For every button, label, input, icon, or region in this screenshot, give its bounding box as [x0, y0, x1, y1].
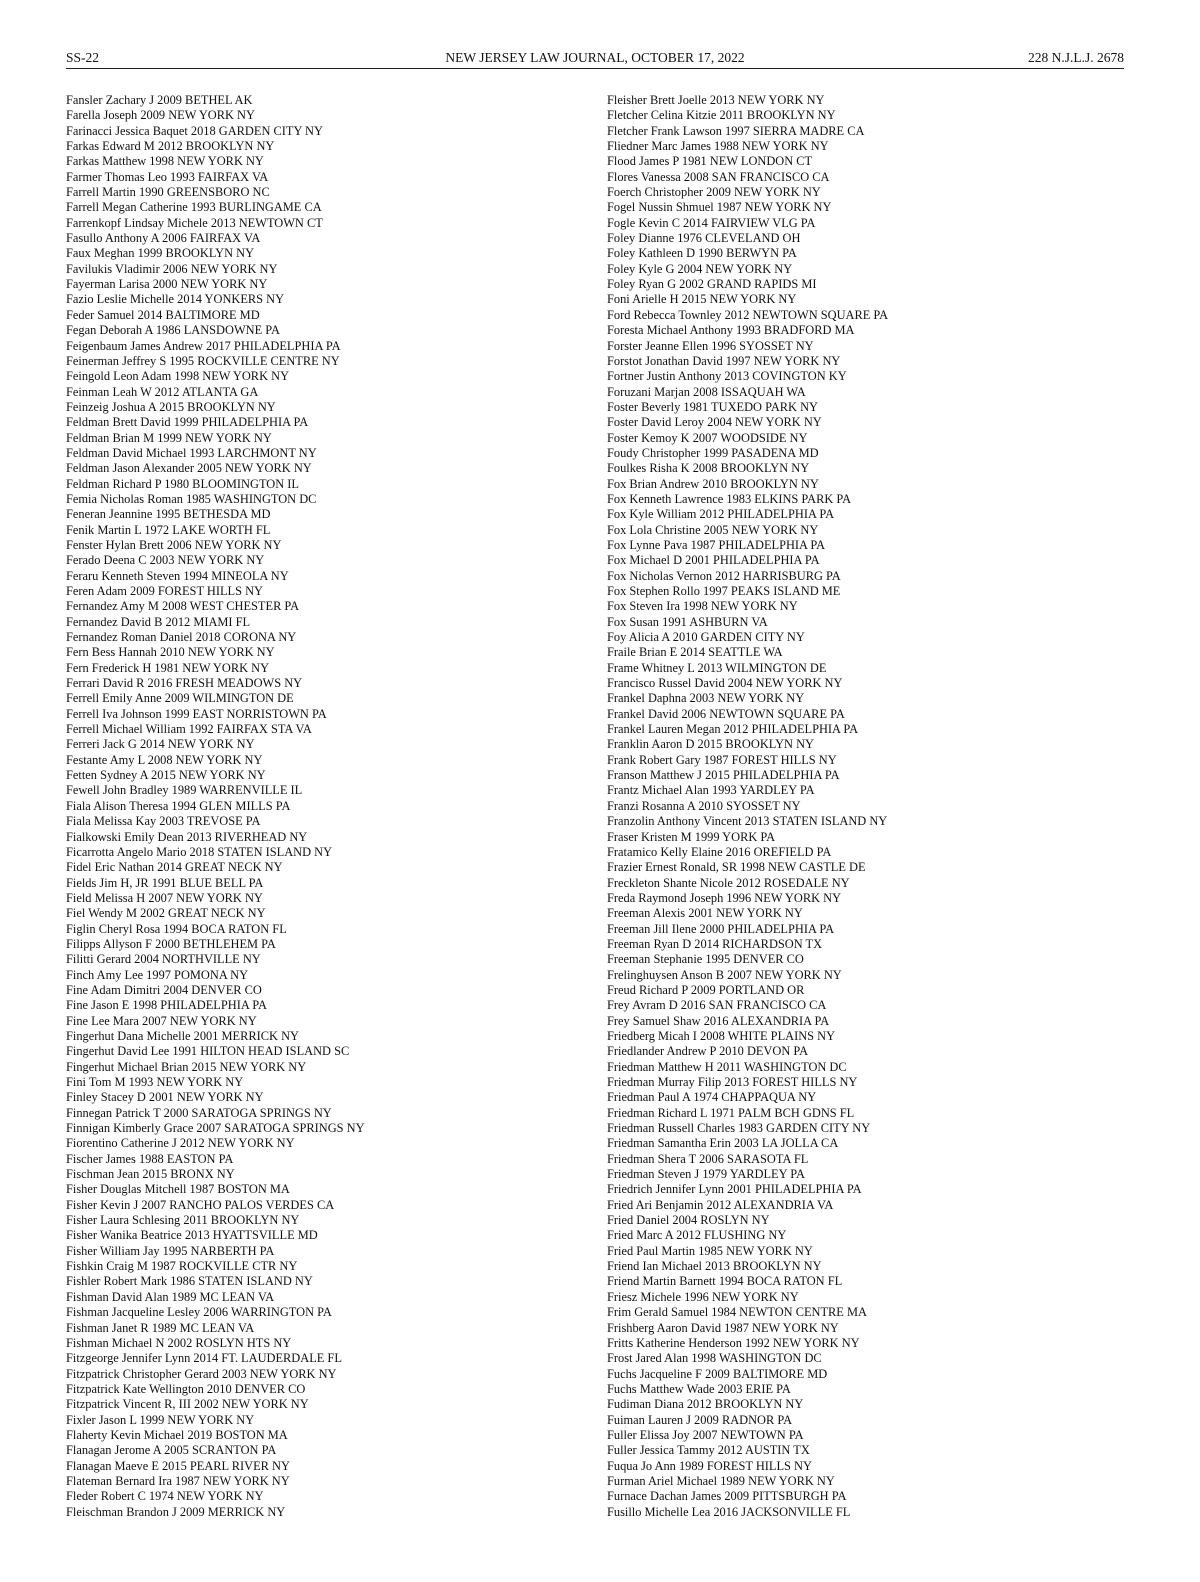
list-item: Francisco Russel David 2004 NEW YORK NY	[607, 676, 843, 691]
list-item: Fisher Laura Schlesing 2011 BROOKLYN NY	[66, 1213, 300, 1228]
list-item: Filitti Gerard 2004 NORTHVILLE NY	[66, 952, 261, 967]
list-item: Frank Robert Gary 1987 FOREST HILLS NY	[607, 752, 837, 767]
list-item: Fried Ari Benjamin 2012 ALEXANDRIA VA	[607, 1197, 834, 1212]
list-item: Fraser Kristen M 1999 YORK PA	[607, 829, 776, 844]
list-item: Fisher Wanika Beatrice 2013 HYATTSVILLE MD	[66, 1228, 318, 1243]
list-item: Frishberg Aaron David 1987 NEW YORK NY	[607, 1320, 839, 1335]
list-item: Feneran Jeannine 1995 BETHESDA MD	[66, 507, 271, 522]
list-item: Fingerhut David Lee 1991 HILTON HEAD ISLAND SC	[66, 1044, 350, 1059]
list-item: Friedberg Micah I 2008 WHITE PLAINS NY	[607, 1028, 836, 1043]
list-item: Farkas Matthew 1998 NEW YORK NY	[66, 154, 264, 169]
list-item: Friedman Steven J 1979 YARDLEY PA	[607, 1167, 805, 1182]
list-item: Fine Lee Mara 2007 NEW YORK NY	[66, 1013, 257, 1028]
list-item: Fliedner Marc James 1988 NEW YORK NY	[607, 139, 829, 154]
page-number: SS-22	[66, 50, 100, 65]
list-item: Foudy Christopher 1999 PASADENA MD	[607, 445, 819, 460]
list-item: Friedman Shera T 2006 SARASOTA FL	[607, 1151, 809, 1166]
list-item: Fitzpatrick Kate Wellington 2010 DENVER CO	[66, 1381, 306, 1396]
page-header	[66, 50, 1124, 69]
list-item: Freda Raymond Joseph 1996 NEW YORK NY	[607, 890, 842, 905]
list-item: Frim Gerald Samuel 1984 NEWTON CENTRE MA	[607, 1305, 867, 1320]
list-item: Fewell John Bradley 1989 WARRENVILLE IL	[66, 783, 303, 798]
list-item: Fusillo Michelle Lea 2016 JACKSONVILLE FL	[607, 1504, 851, 1519]
list-item: Fidel Eric Nathan 2014 GREAT NECK NY	[66, 860, 283, 875]
list-item: Foster Beverly 1981 TUXEDO PARK NY	[607, 399, 818, 414]
list-item: Foresta Michael Anthony 1993 BRADFORD MA	[607, 323, 855, 338]
list-item: Farinacci Jessica Baquet 2018 GARDEN CITY NY	[66, 123, 323, 138]
list-item: Furnace Dachan James 2009 PITTSBURGH PA	[607, 1489, 847, 1504]
list-item: Frame Whitney L 2013 WILMINGTON DE	[607, 660, 827, 675]
list-item: Franklin Aaron D 2015 BROOKLYN NY	[607, 737, 814, 752]
list-item: Feldman Richard P 1980 BLOOMINGTON IL	[66, 476, 299, 491]
list-item: Fishman Michael N 2002 ROSLYN HTS NY	[66, 1335, 292, 1350]
list-item: Feder Samuel 2014 BALTIMORE MD	[66, 307, 260, 322]
list-item: Foley Kyle G 2004 NEW YORK NY	[607, 261, 793, 276]
list-item: Fischer James 1988 EASTON PA	[66, 1151, 234, 1166]
list-item: Fitzpatrick Christopher Gerard 2003 NEW YORK NY	[66, 1366, 337, 1381]
list-item: Ferado Deena C 2003 NEW YORK NY	[66, 553, 265, 568]
list-item: Filipps Allyson F 2000 BETHLEHEM PA	[66, 936, 276, 951]
list-item: Fine Jason E 1998 PHILADELPHIA PA	[66, 998, 267, 1013]
list-item: Frost Jared Alan 1998 WASHINGTON DC	[607, 1351, 822, 1366]
list-item: Freeman Alexis 2001 NEW YORK NY	[607, 906, 803, 921]
list-item: Fern Bess Hannah 2010 NEW YORK NY	[66, 645, 275, 660]
list-item: Fegan Deborah A 1986 LANSDOWNE PA	[66, 323, 280, 338]
list-item: Fuller Jessica Tammy 2012 AUSTIN TX	[607, 1443, 810, 1458]
list-item: Fraile Brian E 2014 SEATTLE WA	[607, 645, 783, 660]
list-item: Fayerman Larisa 2000 NEW YORK NY	[66, 277, 268, 292]
list-item: Fletcher Frank Lawson 1997 SIERRA MADRE CA	[607, 123, 865, 138]
list-item: Fishkin Craig M 1987 ROCKVILLE CTR NY	[66, 1259, 298, 1274]
list-item: Frankel Lauren Megan 2012 PHILADELPHIA PA	[607, 722, 859, 737]
list-item: Feingold Leon Adam 1998 NEW YORK NY	[66, 369, 290, 384]
list-item: Feldman Brett David 1999 PHILADELPHIA PA	[66, 415, 309, 430]
list-item: Fasullo Anthony A 2006 FAIRFAX VA	[66, 231, 261, 246]
list-item: Fialkowski Emily Dean 2013 RIVERHEAD NY	[66, 829, 308, 844]
list-item: Fingerhut Dana Michelle 2001 MERRICK NY	[66, 1028, 299, 1043]
list-item: Freeman Ryan D 2014 RICHARDSON TX	[607, 936, 823, 951]
list-item: Forster Jeanne Ellen 1996 SYOSSET NY	[607, 338, 814, 353]
list-item: Fenik Martin L 1972 LAKE WORTH FL	[66, 522, 271, 537]
list-item: Fishman Jacqueline Lesley 2006 WARRINGTON PA	[66, 1305, 332, 1320]
list-item: Fox Brian Andrew 2010 BROOKLYN NY	[607, 476, 819, 491]
list-item: Friedrich Jennifer Lynn 2001 PHILADELPHIA PA	[607, 1182, 862, 1197]
list-item: Fetten Sydney A 2015 NEW YORK NY	[66, 768, 266, 783]
list-item: Foerch Christopher 2009 NEW YORK NY	[607, 185, 821, 200]
list-item: Ferrell Iva Johnson 1999 EAST NORRISTOWN PA	[66, 706, 327, 721]
list-item: Farrenkopf Lindsay Michele 2013 NEWTOWN CT	[66, 215, 323, 230]
list-item: Flanagan Jerome A 2005 SCRANTON PA	[66, 1443, 277, 1458]
list-item: Fisher Douglas Mitchell 1987 BOSTON MA	[66, 1182, 290, 1197]
list-item: Foster David Leroy 2004 NEW YORK NY	[607, 415, 822, 430]
list-item: Feinman Leah W 2012 ATLANTA GA	[66, 384, 259, 399]
list-item: Feinzeig Joshua A 2015 BROOKLYN NY	[66, 399, 276, 414]
list-item: Fried Daniel 2004 ROSLYN NY	[607, 1213, 770, 1228]
list-item: Franson Matthew J 2015 PHILADELPHIA PA	[607, 768, 840, 783]
list-item: Foley Ryan G 2002 GRAND RAPIDS MI	[607, 277, 817, 292]
list-item: Fitzgeorge Jennifer Lynn 2014 FT. LAUDERDALE FL	[66, 1351, 342, 1366]
list-item: Foley Dianne 1976 CLEVELAND OH	[607, 231, 801, 246]
list-item: Friesz Michele 1996 NEW YORK NY	[607, 1289, 799, 1304]
list-item: Ferreri Jack G 2014 NEW YORK NY	[66, 737, 255, 752]
list-item: Fleischman Brandon J 2009 MERRICK NY	[66, 1504, 286, 1519]
list-item: Frelinghuysen Anson B 2007 NEW YORK NY	[607, 967, 842, 982]
list-item: Foni Arielle H 2015 NEW YORK NY	[607, 292, 797, 307]
list-item: Frankel Daphna 2003 NEW YORK NY	[607, 691, 805, 706]
list-item: Flanagan Maeve E 2015 PEARL RIVER NY	[66, 1458, 290, 1473]
list-item: Fiel Wendy M 2002 GREAT NECK NY	[66, 906, 266, 921]
list-item: Fried Paul Martin 1985 NEW YORK NY	[607, 1243, 813, 1258]
list-item: Finley Stacey D 2001 NEW YORK NY	[66, 1090, 264, 1105]
list-item: Ferrell Emily Anne 2009 WILMINGTON DE	[66, 691, 294, 706]
list-item: Festante Amy L 2008 NEW YORK NY	[66, 752, 263, 767]
list-item: Friend Ian Michael 2013 BROOKLYN NY	[607, 1259, 822, 1274]
list-item: Fisher Kevin J 2007 RANCHO PALOS VERDES CA	[66, 1197, 335, 1212]
left-column	[66, 93, 586, 1520]
list-item: Furman Ariel Michael 1989 NEW YORK NY	[607, 1473, 835, 1488]
list-item: Feraru Kenneth Steven 1994 MINEOLA NY	[66, 568, 289, 583]
list-item: Fishman David Alan 1989 MC LEAN VA	[66, 1289, 275, 1304]
list-item: Fitzpatrick Vincent R, III 2002 NEW YORK NY	[66, 1397, 309, 1412]
list-item: Fazio Leslie Michelle 2014 YONKERS NY	[66, 292, 285, 307]
list-item: Fox Lola Christine 2005 NEW YORK NY	[607, 522, 819, 537]
list-item: Fenster Hylan Brett 2006 NEW YORK NY	[66, 537, 282, 552]
list-item: Fritts Katherine Henderson 1992 NEW YORK NY	[607, 1335, 860, 1350]
list-item: Feldman Brian M 1999 NEW YORK NY	[66, 430, 272, 445]
list-item: Farella Joseph 2009 NEW YORK NY	[66, 108, 255, 123]
list-item: Friend Martin Barnett 1994 BOCA RATON FL	[607, 1274, 843, 1289]
list-item: Fleder Robert C 1974 NEW YORK NY	[66, 1489, 264, 1504]
list-item: Fischman Jean 2015 BRONX NY	[66, 1167, 235, 1182]
list-item: Faux Meghan 1999 BROOKLYN NY	[66, 246, 255, 261]
list-item: Fiorentino Catherine J 2012 NEW YORK NY	[66, 1136, 295, 1151]
list-item: Flaherty Kevin Michael 2019 BOSTON MA	[66, 1427, 288, 1442]
list-item: Fine Adam Dimitri 2004 DENVER CO	[66, 982, 262, 997]
list-item: Fansler Zachary J 2009 BETHEL AK	[66, 93, 253, 107]
list-item: Fox Stephen Rollo 1997 PEAKS ISLAND ME	[607, 584, 841, 598]
list-item: Fortner Justin Anthony 2013 COVINGTON KY	[607, 369, 847, 384]
list-item: Farrell Megan Catherine 1993 BURLINGAME CA	[66, 200, 322, 215]
list-item: Freeman Jill Ilene 2000 PHILADELPHIA PA	[607, 921, 835, 936]
list-item: Fishler Robert Mark 1986 STATEN ISLAND NY	[66, 1274, 313, 1289]
list-item: Feinerman Jeffrey S 1995 ROCKVILLE CENTRE NY	[66, 353, 340, 368]
list-item: Fields Jim H, JR 1991 BLUE BELL PA	[66, 875, 264, 890]
journal-title: NEW JERSEY LAW JOURNAL, OCTOBER 17, 2022	[445, 50, 745, 65]
list-item: Fox Kenneth Lawrence 1983 ELKINS PARK PA	[607, 491, 852, 506]
list-item: Fiala Alison Theresa 1994 GLEN MILLS PA	[66, 798, 291, 813]
list-item: Frey Avram D 2016 SAN FRANCISCO CA	[607, 998, 827, 1013]
list-item: Ferrari David R 2016 FRESH MEADOWS NY	[66, 676, 303, 691]
list-item: Frazier Ernest Ronald, SR 1998 NEW CASTLE DE	[607, 860, 866, 875]
citation: 228 N.J.L.J. 2678	[1027, 50, 1124, 65]
list-item: Fratamico Kelly Elaine 2016 OREFIELD PA	[607, 844, 832, 859]
list-item: Fernandez David B 2012 MIAMI FL	[66, 614, 251, 629]
list-item: Fox Susan 1991 ASHBURN VA	[607, 614, 768, 629]
list-item: Fixler Jason L 1999 NEW YORK NY	[66, 1412, 255, 1427]
list-item: Fudiman Diana 2012 BROOKLYN NY	[607, 1397, 804, 1412]
list-item: Fried Marc A 2012 FLUSHING NY	[607, 1228, 787, 1243]
list-item: Fogel Nussin Shmuel 1987 NEW YORK NY	[607, 200, 832, 215]
list-item: Ferrell Michael William 1992 FAIRFAX STA VA	[66, 722, 312, 737]
list-item: Friedman Richard L 1971 PALM BCH GDNS FL	[607, 1105, 855, 1120]
list-item: Finnegan Patrick T 2000 SARATOGA SPRINGS NY	[66, 1105, 332, 1120]
list-item: Foy Alicia A 2010 GARDEN CITY NY	[607, 630, 805, 645]
list-item: Flood James P 1981 NEW LONDON CT	[607, 154, 813, 169]
right-column	[607, 93, 1127, 1520]
list-item: Fleisher Brett Joelle 2013 NEW YORK NY	[607, 93, 825, 107]
list-item: Franzi Rosanna A 2010 SYOSSET NY	[607, 798, 801, 813]
list-item: Figlin Cheryl Rosa 1994 BOCA RATON FL	[66, 921, 287, 936]
list-item: Fletcher Celina Kitzie 2011 BROOKLYN NY	[607, 108, 836, 123]
list-item: Farkas Edward M 2012 BROOKLYN NY	[66, 139, 275, 154]
list-item: Franzolin Anthony Vincent 2013 STATEN ISLAND NY	[607, 814, 888, 829]
list-item: Friedman Samantha Erin 2003 LA JOLLA CA	[607, 1136, 839, 1151]
list-item: Fuchs Jacqueline F 2009 BALTIMORE MD	[607, 1366, 828, 1381]
list-item: Friedman Russell Charles 1983 GARDEN CITY NY	[607, 1121, 871, 1136]
list-item: Foster Kemoy K 2007 WOODSIDE NY	[607, 430, 808, 445]
list-item: Frantz Michael Alan 1993 YARDLEY PA	[607, 783, 815, 798]
list-item: Fishman Janet R 1989 MC LEAN VA	[66, 1320, 255, 1335]
list-item: Fox Kyle William 2012 PHILADELPHIA PA	[607, 507, 835, 522]
list-item: Fox Michael D 2001 PHILADELPHIA PA	[607, 553, 820, 568]
list-item: Fuqua Jo Ann 1989 FOREST HILLS NY	[607, 1458, 812, 1473]
list-item: Fox Nicholas Vernon 2012 HARRISBURG PA	[607, 568, 841, 583]
list-item: Friedman Murray Filip 2013 FOREST HILLS NY	[607, 1075, 858, 1089]
list-item: Fernandez Amy M 2008 WEST CHESTER PA	[66, 599, 300, 614]
list-item: Fuchs Matthew Wade 2003 ERIE PA	[607, 1381, 791, 1396]
list-item: Feldman David Michael 1993 LARCHMONT NY	[66, 445, 317, 460]
list-item: Flateman Bernard Ira 1987 NEW YORK NY	[66, 1473, 290, 1488]
list-item: Femia Nicholas Roman 1985 WASHINGTON DC	[66, 491, 317, 506]
list-item: Farrell Martin 1990 GREENSBORO NC	[66, 185, 270, 200]
list-item: Frey Samuel Shaw 2016 ALEXANDRIA PA	[607, 1013, 830, 1028]
list-item: Friedman Paul A 1974 CHAPPAQUA NY	[607, 1090, 817, 1105]
list-item: Feldman Jason Alexander 2005 NEW YORK NY	[66, 461, 312, 476]
list-item: Fernandez Roman Daniel 2018 CORONA NY	[66, 630, 297, 645]
list-item: Ford Rebecca Townley 2012 NEWTOWN SQUARE PA	[607, 307, 889, 322]
list-item: Finnigan Kimberly Grace 2007 SARATOGA SPRINGS NY	[66, 1121, 365, 1136]
list-item: Ficarrotta Angelo Mario 2018 STATEN ISLAND NY	[66, 844, 333, 859]
list-item: Fuiman Lauren J 2009 RADNOR PA	[607, 1412, 793, 1427]
list-item: Fuller Elissa Joy 2007 NEWTOWN PA	[607, 1427, 804, 1442]
list-item: Fisher William Jay 1995 NARBERTH PA	[66, 1243, 275, 1258]
list-item: Fern Frederick H 1981 NEW YORK NY	[66, 660, 270, 675]
list-item: Frankel David 2006 NEWTOWN SQUARE PA	[607, 706, 845, 721]
list-item: Foruzani Marjan 2008 ISSAQUAH WA	[607, 384, 806, 399]
list-item: Freeman Stephanie 1995 DENVER CO	[607, 952, 804, 967]
list-item: Forstot Jonathan David 1997 NEW YORK NY	[607, 353, 841, 368]
list-item: Friedlander Andrew P 2010 DEVON PA	[607, 1044, 809, 1059]
list-item: Feigenbaum James Andrew 2017 PHILADELPHIA PA	[66, 338, 341, 353]
list-item: Flores Vanessa 2008 SAN FRANCISCO CA	[607, 169, 830, 184]
list-item: Finch Amy Lee 1997 POMONA NY	[66, 967, 249, 982]
list-item: Favilukis Vladimir 2006 NEW YORK NY	[66, 261, 278, 276]
list-item: Fox Lynne Pava 1987 PHILADELPHIA PA	[607, 537, 826, 552]
list-item: Foley Kathleen D 1990 BERWYN PA	[607, 246, 797, 261]
list-item: Friedman Matthew H 2011 WASHINGTON DC	[607, 1059, 847, 1074]
list-item: Fingerhut Michael Brian 2015 NEW YORK NY	[66, 1059, 307, 1074]
list-item: Fox Steven Ira 1998 NEW YORK NY	[607, 599, 798, 614]
list-item: Freud Richard P 2009 PORTLAND OR	[607, 982, 805, 997]
list-item: Fiala Melissa Kay 2003 TREVOSE PA	[66, 814, 261, 829]
list-item: Foulkes Risha K 2008 BROOKLYN NY	[607, 461, 810, 476]
list-item: Fogle Kevin C 2014 FAIRVIEW VLG PA	[607, 215, 816, 230]
list-item: Feren Adam 2009 FOREST HILLS NY	[66, 584, 263, 598]
list-item: Field Melissa H 2007 NEW YORK NY	[66, 890, 263, 905]
list-item: Fini Tom M 1993 NEW YORK NY	[66, 1075, 244, 1089]
list-item: Freckleton Shante Nicole 2012 ROSEDALE NY	[607, 875, 850, 890]
list-item: Farmer Thomas Leo 1993 FAIRFAX VA	[66, 169, 269, 184]
